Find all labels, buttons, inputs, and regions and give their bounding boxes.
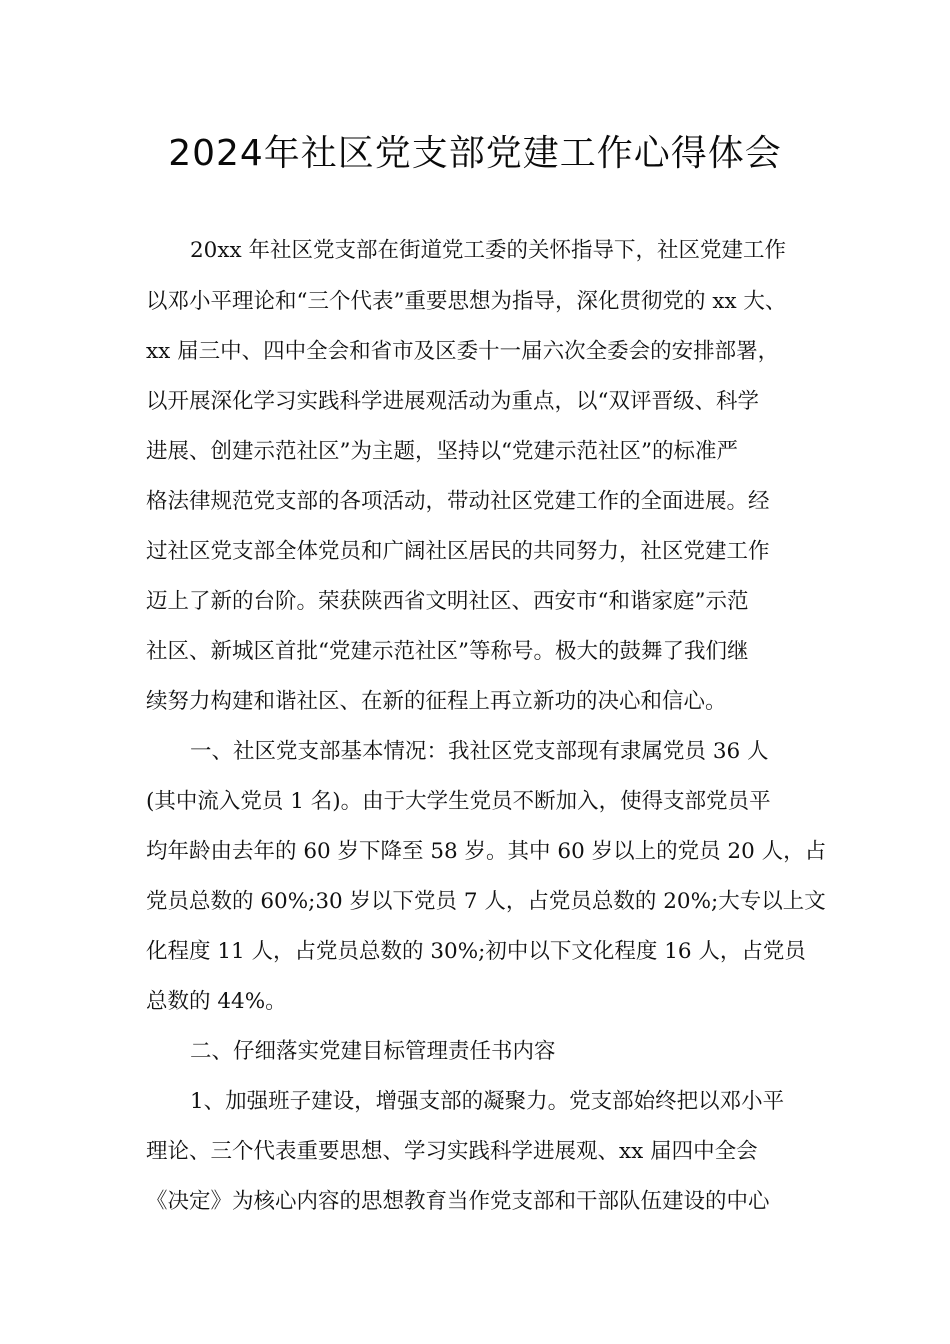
paragraph-1-line: 格法律规范党支部的各项活动，带动社区党建工作的全面进展。经 xyxy=(146,489,770,514)
paragraph-3-line: 1、加强班子建设，增强支部的凝聚力。党支部始终把以邓小平 xyxy=(190,1089,785,1114)
paragraph-2-line: 均年龄由去年的 60 岁下降至 58 岁。其中 60 岁以上的党员 20 人，占 xyxy=(146,839,827,864)
paragraph-1-line: 以开展深化学习实践科学进展观活动为重点，以“双评晋级、科学 xyxy=(146,389,759,414)
paragraph-1-line: 进展、创建示范社区”为主题，坚持以“党建示范社区”的标准严 xyxy=(146,439,738,464)
paragraph-3-line: 《决定》为核心内容的思想教育当作党支部和干部队伍建设的中心 xyxy=(146,1189,770,1214)
paragraph-2-line: 党员总数的 60%;30 岁以下党员 7 人，占党员总数的 20%;大专以上文 xyxy=(146,889,826,914)
document-title: 2024年社区党支部党建工作心得体会 xyxy=(168,133,782,174)
paragraph-1-line: 续努力构建和谐社区、在新的征程上再立新功的决心和信心。 xyxy=(146,689,727,714)
paragraph-2-line: (其中流入党员 1 名)。由于大学生党员不断加入，使得支部党员平 xyxy=(146,789,771,814)
paragraph-2-line: 总数的 44%。 xyxy=(146,989,287,1014)
paragraph-2-line: 化程度 11 人，占党员总数的 30%;初中以下文化程度 16 人，占党员 xyxy=(146,939,806,964)
paragraph-1-line: 20xx 年社区党支部在街道党工委的关怀指导下，社区党建工作 xyxy=(190,238,786,263)
paragraph-1-line: xx 届三中、四中全会和省市及区委十一届六次全委会的安排部署， xyxy=(146,339,780,364)
paragraph-1-line: 社区、新城区首批“党建示范社区”等称号。极大的鼓舞了我们继 xyxy=(146,639,749,664)
paragraph-3-line: 理论、三个代表重要思想、学习实践科学进展观、xx 届四中全会 xyxy=(146,1139,758,1164)
paragraph-2-line: 一、社区党支部基本情况：我社区党支部现有隶属党员 36 人 xyxy=(190,739,769,764)
paragraph-1-line: 迈上了新的台阶。荣获陕西省文明社区、西安市“和谐家庭”示范 xyxy=(146,589,749,614)
section-heading: 二、仔细落实党建目标管理责任书内容 xyxy=(190,1039,556,1064)
paragraph-1-line: 过社区党支部全体党员和广阔社区居民的共同努力，社区党建工作 xyxy=(146,539,770,564)
paragraph-1-line: 以邓小平理论和“三个代表”重要思想为指导，深化贯彻党的 xx 大、 xyxy=(146,289,787,314)
